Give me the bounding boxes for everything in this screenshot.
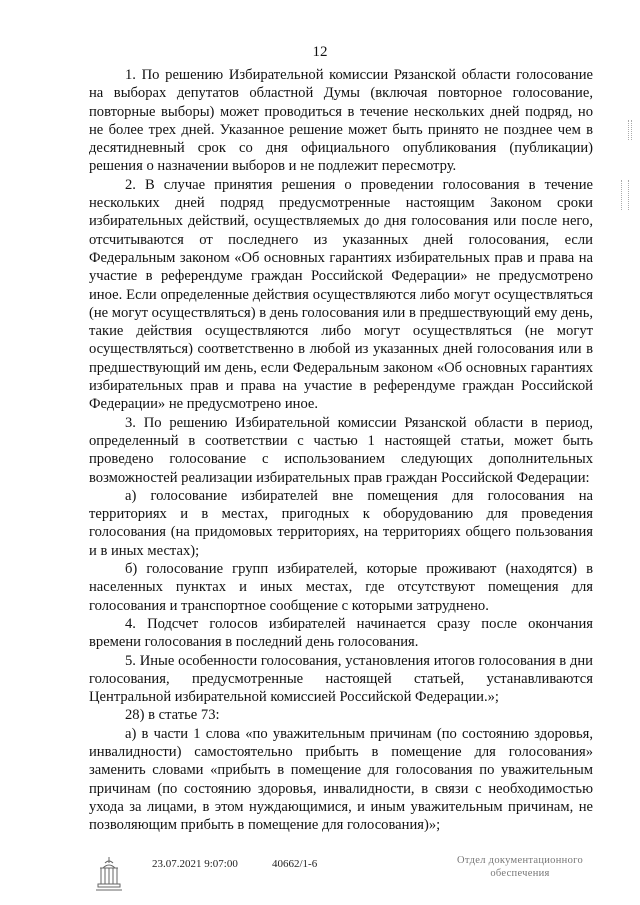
amendment-28: 28) в статье 73: bbox=[125, 707, 220, 724]
emblem-icon bbox=[93, 854, 125, 894]
footer bbox=[0, 848, 640, 898]
footer-department bbox=[440, 854, 600, 880]
paragraph-2: 2. В случае принятия решения о проведении голосования в течение нескольких дней подряд предусмотренные настоящим Законом сроки избирательных действий, осуществляемых до дня голосования или после него, отсчитываются от последнего из указанных дней голосования, если Федеральным законом «Об основных гарантиях избирательных прав и права на участие в референдуме граждан Российской Федерации» не предусмотрено иное. Если определенные действия осуществляются либо могут осуществляться (не могут осуществляться) в день голосования или в предшествующий ему день, такие действия осуществляются либо могут осуществляться (не могут осуществляться) соответственно в любой из указанных дней голосования или в предшествующий им день, если Федеральным законом «Об основных гарантиях избирательных прав и права на участие в референдуме граждан Российской Федерации» не предусмотрено иное. bbox=[89, 176, 594, 413]
paragraph-5: 5. Иные особенности голосования, установления итогов голосования в дни голосования, предусмотренные настоящей статьей, устанавливаются Центральной избирательной комиссией Российской Федерации.»; bbox=[89, 652, 593, 706]
footer-department-line2: обеспечения bbox=[490, 868, 550, 879]
paragraph-3a: а) голосование избирателей вне помещения для голосования на территориях и в местах, пригодных к оборудованию для проведения голосования (на придомовых территориях, на территориях общего пользования и в иных местах); bbox=[89, 487, 593, 559]
document-body bbox=[89, 66, 593, 834]
footer-datetime: 23.07.2021 9:07:00 bbox=[152, 858, 238, 870]
paragraph-1: 1. По решению Избирательной комиссии Рязанской области голосование на выборах депутатов областной Думы (включая повторное голосование, повторные выборы) может проводиться в течение нескольких дней подряд, но не более трех дней. Указанное решение может быть принято не позднее чем в десятидневный срок со дня официального опубликования (публикации) решения о назначении выборов и не подлежит пересмотру. bbox=[89, 67, 593, 175]
binding-mark bbox=[621, 180, 629, 210]
footer-department-line1: Отдел документационного bbox=[456, 855, 584, 866]
page-number: 12 bbox=[312, 44, 328, 60]
binding-mark-small bbox=[628, 120, 632, 140]
amendment-28a: а) в части 1 слова «по уважительным причинам (по состоянию здоровья, инвалидности) самостоятельно прибыть в помещение для голосования» заменить словами «прибыть в помещение для голосования по уважительным причинам (по состоянию здоровья, инвалидности, в связи с необходимостью ухода за лицами, в этом нуждающимися, и иным уважительным причинам, не позволяющим прибыть в помещение для голосования)»; bbox=[89, 725, 593, 834]
paragraph-3: 3. По решению Избирательной комиссии Рязанской области в период, определенный в соответствии с частью 1 настоящей статьи, может быть проведено голосование с использованием следующих дополнительных возможностей реализации избирательных прав граждан Российской Федерации: bbox=[89, 414, 593, 486]
paragraph-3b: б) голосование групп избирателей, которые проживают (находятся) в населенных пунктах и иных местах, где отсутствуют помещения для голосования и транспортное сообщение с которыми затруднено. bbox=[89, 561, 593, 614]
paragraph-4: 4. Подсчет голосов избирателей начинается сразу после окончания времени голосования в последний день голосования. bbox=[89, 615, 593, 651]
footer-doc-number: 40662/1-6 bbox=[272, 858, 318, 870]
